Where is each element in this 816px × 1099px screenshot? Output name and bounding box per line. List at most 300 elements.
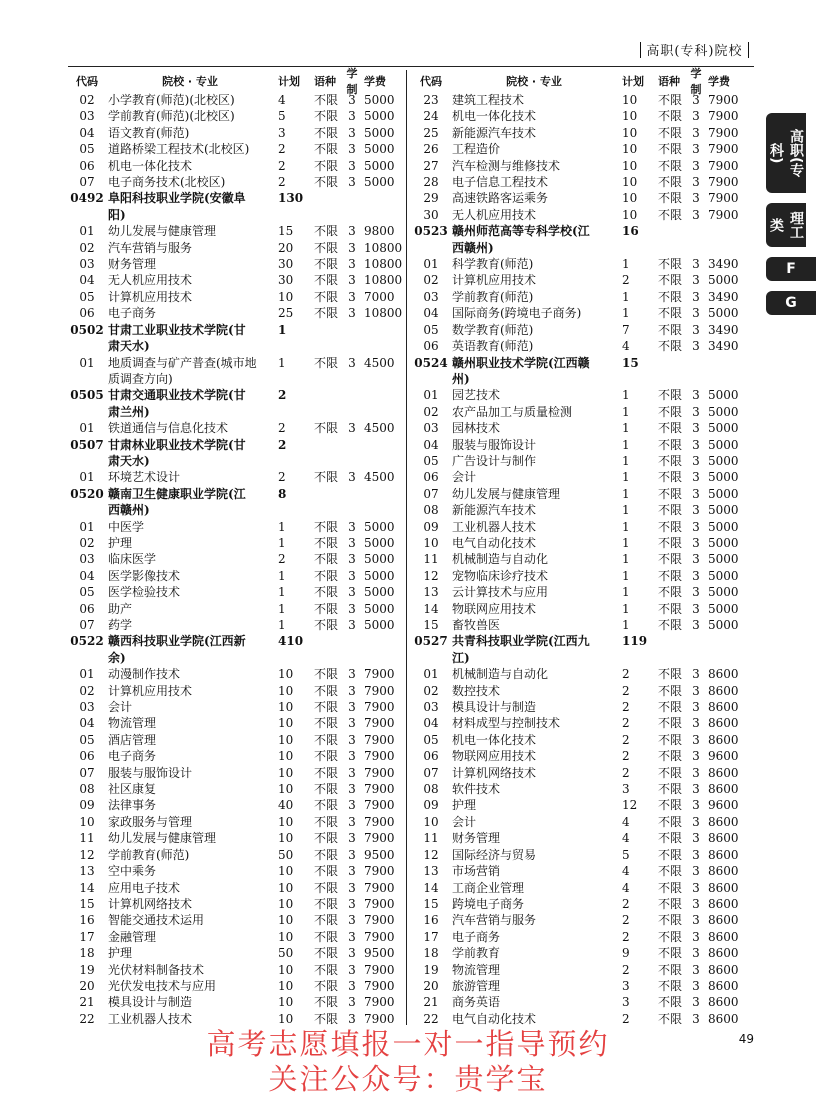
table-row (68, 797, 408, 813)
cell-years: 3 (692, 929, 700, 944)
cell-name (106, 174, 272, 190)
cell-fee: 5000 (364, 618, 395, 632)
cell-code: 16 (423, 913, 439, 928)
cell-fee: 7900 (364, 749, 395, 764)
cell-name (450, 486, 616, 502)
cell-code: 22 (79, 1011, 95, 1026)
cell-lang: 不限 (314, 257, 339, 272)
cell-code: 02 (423, 273, 439, 288)
cell-name-line: 跨境电子商务 (452, 896, 525, 911)
cell-name-line: 幼儿发展与健康管理 (108, 224, 217, 239)
cell-name-line: 电子信息工程技术 (452, 175, 549, 190)
table-body-left (68, 92, 408, 1027)
table-row (412, 289, 752, 305)
cell-name-line: 甘肃林业职业技术学院(甘 (108, 437, 246, 452)
cell-code: 04 (79, 125, 95, 140)
cell-code: 17 (79, 929, 95, 944)
cell-plan: 4 (622, 880, 630, 895)
table-row (412, 584, 752, 600)
cell-lang: 不限 (314, 1011, 339, 1026)
cell-code: 06 (79, 306, 95, 321)
cell-lang: 不限 (658, 749, 683, 764)
cell-lang: 不限 (658, 437, 683, 452)
table-row (68, 551, 408, 567)
cell-plan: 1 (278, 519, 286, 534)
cell-fee: 4500 (364, 421, 395, 436)
cell-name (106, 683, 272, 699)
cell-years: 3 (348, 125, 356, 140)
table-row (412, 797, 752, 813)
cell-code: 22 (423, 1011, 439, 1026)
cell-fee: 7900 (364, 732, 395, 747)
cell-plan: 1 (622, 585, 630, 600)
table-row (68, 289, 408, 305)
cell-fee: 3490 (708, 322, 739, 337)
cell-name (106, 551, 272, 567)
header-fee: 学费 (364, 75, 386, 88)
cell-years: 3 (348, 978, 356, 993)
cell-code: 12 (423, 568, 439, 583)
cell-fee: 7900 (364, 978, 395, 993)
cell-code: 03 (79, 257, 95, 272)
cell-lang: 不限 (314, 142, 339, 157)
cell-code: 05 (423, 732, 439, 747)
cell-code: 06 (423, 749, 439, 764)
cell-fee: 7900 (364, 995, 395, 1010)
table-row (68, 929, 408, 945)
cell-years: 3 (348, 568, 356, 583)
header-label-text: 高职(专科)院校 (646, 44, 743, 59)
cell-fee: 5000 (708, 535, 739, 550)
cell-plan: 50 (278, 847, 294, 862)
cell-code: 04 (79, 273, 95, 288)
cell-plan: 4 (622, 339, 630, 354)
table-row (412, 666, 752, 682)
cell-lang: 不限 (658, 273, 683, 288)
cell-lang: 不限 (658, 913, 683, 928)
cell-name (106, 732, 272, 748)
cell-plan: 1 (622, 486, 630, 501)
cell-plan: 1 (278, 535, 286, 550)
cell-plan: 3 (622, 995, 630, 1010)
cell-years: 3 (348, 831, 356, 846)
cell-plan: 10 (278, 913, 294, 928)
cell-lang: 不限 (314, 306, 339, 321)
cell-lang: 不限 (658, 289, 683, 304)
cell-name-line: 会计 (108, 700, 133, 715)
cell-fee: 5000 (364, 568, 395, 583)
cell-plan: 10 (278, 749, 294, 764)
cell-plan: 3 (622, 782, 630, 797)
cell-plan: 1 (622, 601, 630, 616)
cell-name (450, 92, 616, 108)
cell-years: 3 (348, 1011, 356, 1026)
cell-code: 01 (79, 224, 95, 239)
cell-code: 01 (79, 421, 95, 436)
cell-lang: 不限 (314, 732, 339, 747)
cell-plan: 2 (622, 700, 630, 715)
cell-name-line: 甘肃工业职业技术学院(甘 (108, 322, 246, 337)
cell-code: 07 (423, 486, 439, 501)
cell-fee: 7900 (364, 814, 395, 829)
cell-name-line: 光伏发电技术与应用 (108, 978, 217, 993)
cell-name (450, 141, 616, 157)
cell-plan: 10 (278, 700, 294, 715)
cell-lang: 不限 (314, 289, 339, 304)
cell-plan: 1 (278, 601, 286, 616)
cell-plan: 2 (278, 552, 286, 567)
cell-code: 03 (423, 289, 439, 304)
cell-plan: 1 (622, 519, 630, 534)
cell-plan: 1 (622, 388, 630, 403)
cell-fee: 7900 (364, 782, 395, 797)
cell-years: 3 (692, 388, 700, 403)
cell-lang: 不限 (314, 519, 339, 534)
cell-lang: 不限 (658, 109, 683, 124)
cell-name-line: 汽车营销与服务 (108, 240, 193, 255)
cell-fee: 7900 (364, 1011, 395, 1026)
cell-fee: 5000 (708, 568, 739, 583)
cell-name (450, 962, 616, 978)
cell-name (450, 322, 616, 338)
cell-fee: 5000 (708, 404, 739, 419)
header-code: 代码 (76, 75, 98, 88)
cell-fee: 8600 (708, 814, 739, 829)
cell-years: 3 (692, 716, 700, 731)
cell-plan: 2 (278, 421, 286, 436)
cell-fee: 7900 (364, 798, 395, 813)
cell-name (450, 190, 616, 206)
table-row (412, 141, 752, 157)
cell-lang: 不限 (314, 700, 339, 715)
cell-years: 3 (692, 207, 700, 222)
cell-plan: 10 (278, 782, 294, 797)
cell-plan: 1 (622, 618, 630, 632)
table-row (68, 223, 408, 239)
cell-plan: 1 (278, 618, 286, 632)
cell-name-line: 西赣州) (108, 503, 150, 518)
cell-years: 3 (692, 273, 700, 288)
cell-lang: 不限 (658, 207, 683, 222)
cell-years: 3 (692, 421, 700, 436)
cell-years: 3 (348, 946, 356, 961)
cell-name (106, 830, 272, 846)
cell-lang: 不限 (314, 749, 339, 764)
cell-fee: 5000 (708, 552, 739, 567)
cell-years: 3 (692, 749, 700, 764)
cell-name (450, 108, 616, 124)
cell-lang: 不限 (314, 618, 339, 632)
cell-name-line: 商务英语 (452, 995, 501, 1010)
cell-lang: 不限 (314, 568, 339, 583)
cell-code: 06 (79, 749, 95, 764)
cell-lang: 不限 (658, 700, 683, 715)
cell-lang: 不限 (314, 601, 339, 616)
cell-fee: 8600 (708, 929, 739, 944)
cell-code: 13 (79, 864, 95, 879)
cell-fee: 7900 (708, 191, 739, 206)
cell-name-line: 临床医学 (108, 552, 157, 567)
tab-g[interactable]: G (766, 291, 816, 315)
cell-name-line: 地质调查与矿产普查(城市地 (108, 355, 257, 370)
cell-lang: 不限 (314, 158, 339, 173)
cell-code: 08 (423, 782, 439, 797)
cell-fee: 8600 (708, 847, 739, 862)
cell-plan: 10 (278, 962, 294, 977)
cell-years: 3 (692, 453, 700, 468)
cell-fee: 5000 (364, 519, 395, 534)
cell-lang: 不限 (314, 109, 339, 124)
cell-name-line: 计算机应用技术 (108, 289, 193, 304)
cell-years: 3 (692, 503, 700, 518)
cell-name-line: 财务管理 (452, 831, 501, 846)
cell-plan: 40 (278, 798, 294, 813)
cell-years: 3 (692, 142, 700, 157)
table-row (68, 847, 408, 863)
cell-name-line: 道路桥梁工程技术(北校区) (108, 142, 250, 157)
cell-name-line: 计算机网络技术 (108, 896, 193, 911)
cell-fee: 7900 (364, 962, 395, 977)
cell-name-line: 酒店管理 (108, 732, 157, 747)
cell-plan: 2 (622, 716, 630, 731)
cell-lang: 不限 (658, 618, 683, 632)
table-row (412, 617, 752, 633)
cell-code: 15 (423, 896, 439, 911)
cell-name-line: 工程造价 (452, 142, 501, 157)
cell-fee: 7900 (708, 142, 739, 157)
cell-years: 3 (692, 847, 700, 862)
cell-code: 01 (79, 470, 95, 485)
cell-plan: 1 (622, 437, 630, 452)
cell-code: 02 (423, 404, 439, 419)
cell-lang: 不限 (658, 322, 683, 337)
cell-years: 3 (348, 601, 356, 616)
cell-code: 20 (423, 978, 439, 993)
table-row (68, 830, 408, 846)
cell-lang: 不限 (314, 683, 339, 698)
cell-name (106, 601, 272, 617)
cell-fee: 7900 (708, 125, 739, 140)
cell-years: 3 (348, 782, 356, 797)
cell-plan: 30 (278, 273, 294, 288)
cell-lang: 不限 (314, 913, 339, 928)
cell-lang: 不限 (658, 585, 683, 600)
cell-code: 18 (423, 946, 439, 961)
cell-fee: 5000 (708, 453, 739, 468)
cell-code: 19 (79, 962, 95, 977)
header-name: 院校 · 专业 (506, 75, 562, 88)
cell-name (106, 322, 272, 355)
cell-name (450, 223, 616, 256)
cell-code: 04 (423, 306, 439, 321)
cell-plan: 2 (622, 732, 630, 747)
cell-lang: 不限 (658, 175, 683, 190)
table-row (412, 256, 752, 272)
cell-code: 12 (79, 847, 95, 862)
cell-plan: 2 (278, 158, 286, 173)
cell-plan: 2 (622, 273, 630, 288)
tab-vocational[interactable]: 高职(专科) (766, 113, 806, 193)
cell-plan: 10 (278, 289, 294, 304)
cell-plan: 119 (622, 634, 648, 649)
header-lang: 语种 (314, 75, 336, 88)
cell-code: 0527 (414, 634, 448, 649)
cell-code: 02 (79, 683, 95, 698)
cell-name (450, 584, 616, 600)
cell-plan: 1 (622, 289, 630, 304)
table-row (68, 978, 408, 994)
cell-years: 3 (692, 978, 700, 993)
cell-lang: 不限 (658, 831, 683, 846)
cell-lang: 不限 (658, 601, 683, 616)
cell-code: 05 (423, 453, 439, 468)
cell-years: 3 (692, 831, 700, 846)
cell-fee: 9600 (708, 749, 739, 764)
cell-plan: 10 (278, 765, 294, 780)
cell-name (450, 207, 616, 223)
cell-fee: 8600 (708, 716, 739, 731)
cell-code: 07 (79, 175, 95, 190)
table-row (68, 962, 408, 978)
cell-name-line: 机电一体化技术 (452, 732, 537, 747)
table-row (412, 420, 752, 436)
cell-plan: 2 (622, 1011, 630, 1026)
cell-name (450, 830, 616, 846)
cell-lang: 不限 (658, 404, 683, 419)
cell-years: 3 (692, 782, 700, 797)
cell-code: 01 (79, 667, 95, 682)
cell-years: 3 (348, 519, 356, 534)
cell-years: 3 (692, 732, 700, 747)
table-row (68, 781, 408, 797)
cell-lang: 不限 (658, 503, 683, 518)
table-row (412, 814, 752, 830)
cell-years: 3 (348, 535, 356, 550)
cell-name-line: 学前教育 (452, 946, 501, 961)
cell-lang: 不限 (314, 782, 339, 797)
cell-lang: 不限 (658, 716, 683, 731)
table-row (68, 765, 408, 781)
cell-years: 3 (348, 814, 356, 829)
cell-name-line: 西赣州) (452, 240, 494, 255)
cell-lang: 不限 (658, 782, 683, 797)
header-years: 学制 (690, 67, 702, 96)
cell-years: 3 (348, 929, 356, 944)
cell-years: 3 (348, 158, 356, 173)
cell-name-line: 江) (452, 650, 470, 665)
table-row (68, 535, 408, 551)
cell-code: 14 (423, 601, 439, 616)
side-tabs (766, 113, 816, 325)
cell-name-line: 光伏材料制备技术 (108, 962, 205, 977)
table-row (68, 141, 408, 157)
cell-name (106, 978, 272, 994)
cell-plan: 4 (622, 864, 630, 879)
cell-years: 3 (348, 273, 356, 288)
cell-fee: 7000 (364, 289, 395, 304)
cell-years: 3 (348, 962, 356, 977)
header-fee: 学费 (708, 75, 730, 88)
cell-name (450, 174, 616, 190)
cell-plan: 1 (622, 535, 630, 550)
cell-fee: 9500 (364, 946, 395, 961)
cell-name (106, 240, 272, 256)
cell-name-line: 高速铁路客运乘务 (452, 191, 549, 206)
cell-lang: 不限 (658, 798, 683, 813)
cell-name (106, 355, 272, 388)
table-row (412, 929, 752, 945)
table-row (68, 568, 408, 584)
cell-years: 3 (348, 355, 356, 370)
cell-name-line: 新能源汽车技术 (452, 503, 537, 518)
cell-fee: 7900 (364, 913, 395, 928)
cell-name (106, 863, 272, 879)
cell-name-line: 助产 (108, 601, 133, 616)
cell-fee: 5000 (708, 618, 739, 632)
cell-lang: 不限 (658, 880, 683, 895)
cell-fee: 7900 (364, 667, 395, 682)
table-row (68, 584, 408, 600)
cell-plan: 1 (622, 421, 630, 436)
cell-name-line: 广告设计与制作 (452, 453, 537, 468)
watermark-line-2: 关注公众号：贵学宝 (268, 1062, 548, 1096)
cell-plan: 10 (278, 1011, 294, 1026)
cell-fee: 5000 (364, 125, 395, 140)
cell-fee: 5000 (364, 552, 395, 567)
table-row (68, 880, 408, 896)
cell-code: 02 (423, 683, 439, 698)
tab-science[interactable]: 理工类 (766, 203, 806, 247)
cell-lang: 不限 (658, 339, 683, 354)
cell-name (106, 912, 272, 928)
table-row (412, 601, 752, 617)
cell-plan: 5 (622, 847, 630, 862)
header-plan: 计划 (622, 75, 644, 88)
cell-years: 3 (348, 552, 356, 567)
cell-plan: 10 (622, 207, 638, 222)
table-row (412, 108, 752, 124)
cell-plan: 9 (622, 946, 630, 961)
cell-years: 3 (692, 519, 700, 534)
cell-fee: 8600 (708, 700, 739, 715)
cell-lang: 不限 (314, 175, 339, 190)
cell-lang: 不限 (658, 568, 683, 583)
cell-name (106, 387, 272, 420)
cell-fee: 7900 (364, 700, 395, 715)
cell-name-line: 小学教育(师范)(北校区) (108, 93, 235, 107)
cell-name-line: 服装与服饰设计 (108, 765, 193, 780)
cell-fee: 8600 (708, 765, 739, 780)
table-row (412, 469, 752, 485)
cell-plan: 10 (278, 896, 294, 911)
cell-years: 3 (692, 667, 700, 682)
table-row (412, 190, 752, 206)
tab-f[interactable]: F (766, 257, 816, 281)
cell-plan: 2 (622, 929, 630, 944)
cell-name (106, 437, 272, 470)
cell-plan: 20 (278, 240, 294, 255)
cell-name (450, 355, 616, 388)
cell-name-line: 无人机应用技术 (108, 273, 193, 288)
cell-name-line: 电气自动化技术 (452, 535, 537, 550)
cell-code: 16 (79, 913, 95, 928)
cell-name-line: 护理 (108, 946, 133, 961)
cell-lang: 不限 (314, 355, 339, 370)
table-row (412, 896, 752, 912)
cell-name (450, 338, 616, 354)
cell-name-line: 国际经济与贸易 (452, 847, 537, 862)
cell-code: 07 (79, 618, 95, 632)
